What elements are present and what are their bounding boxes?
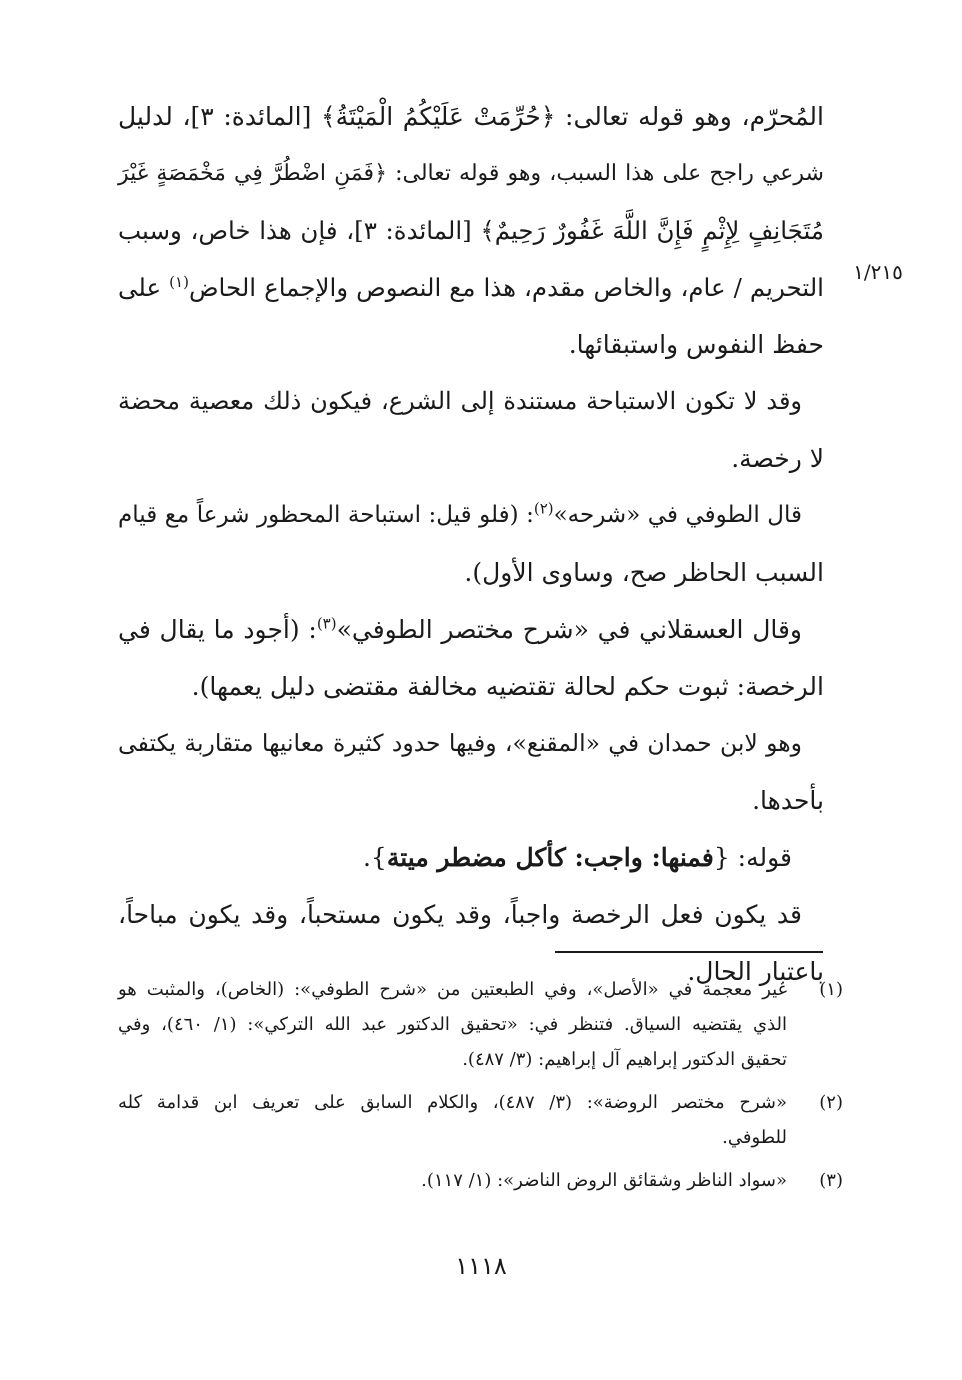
footnote-ref: (١) (169, 272, 189, 291)
text-segment: قال الطوفي في «شرحه» (553, 502, 802, 528)
text-segment: : (فلو قيل: استباحة المحظور شرعاً مع قيام (118, 502, 534, 528)
main-text (118, 88, 824, 1000)
text-segment: التحريم / عام، والخاص مقدم، هذا مع النصوص والإجماع الحاض (188, 273, 824, 302)
footnote-number: (١) (819, 979, 843, 1000)
footnote (118, 1163, 843, 1198)
text-line: باعتبار الحال. (687, 957, 824, 986)
footnote-number: (٣) (819, 1170, 843, 1191)
text-segment: : (أجود ما يقال في (118, 615, 317, 644)
footnote-line: «شرح مختصر الروضة»: (٣/ ٤٨٧)، والكلام السابق على تعريف ابن قدامة كله (118, 1092, 787, 1113)
page-number: ١١١٨ (455, 1252, 507, 1280)
text-line: لا رخصة. (731, 444, 824, 473)
text-line (118, 259, 824, 316)
footnote-ref: (٢) (533, 499, 554, 518)
footnote-line: غير معجمة في «الأصل»، وفي الطبعتين من «شرح الطوفي»: (الخاص)، والمثبت هو (118, 979, 787, 1000)
text-segment: وقال العسقلاني في «شرح مختصر الطوفي» (336, 615, 803, 644)
heading-quote: فمنها: واجب: كأكل مضطر ميتة (386, 843, 714, 872)
footnote-number: (٢) (819, 1092, 843, 1113)
footnote-line: تحقيق الدكتور إبراهيم آل إبراهيم: (٣/ ٤٨٧). (462, 1049, 787, 1070)
footnote-ref: (٣) (316, 614, 337, 633)
margin-page-reference: ١/٢١٥ (853, 260, 903, 284)
text-line: المُحرّم، وهو قوله تعالى: ﴿حُرِّمَتْ عَلَيْكُمُ الْمَيْتَةُ﴾ [المائدة: ٣]، لدليل (118, 102, 824, 131)
text-line (118, 601, 824, 658)
text-line: الرخصة: ثبوت حكم لحالة تقتضيه مخالفة مقتضى دليل يعمها). (191, 672, 824, 701)
text-segment: قوله: { (713, 843, 792, 872)
footnote-line: الذي يقتضيه السياق. فتنظر في: «تحقيق الدكتور عبد الله التركي»: (١/ ٤٦٠)، وفي (118, 1014, 787, 1035)
text-line: قد يكون فعل الرخصة واجباً، وقد يكون مستحباً، وقد يكون مباحاً، (118, 900, 802, 929)
text-line: حفظ النفوس واستبقائها. (568, 330, 824, 359)
text-line (118, 829, 824, 886)
footnote (118, 972, 843, 1077)
footnote (118, 1085, 843, 1155)
text-line: شرعي راجح على هذا السبب، وهو قوله تعالى: ﴿فَمَنِ اضْطُرَّ فِي مَخْمَصَةٍ غَيْرَ (118, 161, 824, 186)
footnote-line: «سواد الناظر وشقائق الروض الناضر»: (١/ ١١٧). (421, 1170, 787, 1191)
footnotes (118, 972, 843, 1198)
text-line: مُتَجَانِفٍ لِإِثْمٍ فَإِنَّ اللَّهَ غَفُورٌ رَحِيمٌ﴾ [المائدة: ٣]، فإن هذا خاص، وسبب (118, 216, 824, 245)
text-line: بأحدها. (752, 786, 824, 815)
text-line: السبب الحاظر صح، وساوى الأول). (464, 558, 824, 587)
footnote-line: للطوفي. (722, 1127, 787, 1148)
text-line (118, 487, 824, 544)
text-segment: }. (362, 843, 387, 872)
text-line: وهو لابن حمدان في «المقنع»، وفيها حدود كثيرة معانيها متقاربة يكتفى (118, 729, 802, 757)
footnote-separator (555, 951, 823, 953)
text-line: وقد لا تكون الاستباحة مستندة إلى الشرع، فيكون ذلك معصية محضة (118, 387, 803, 415)
text-segment: على (118, 273, 162, 302)
